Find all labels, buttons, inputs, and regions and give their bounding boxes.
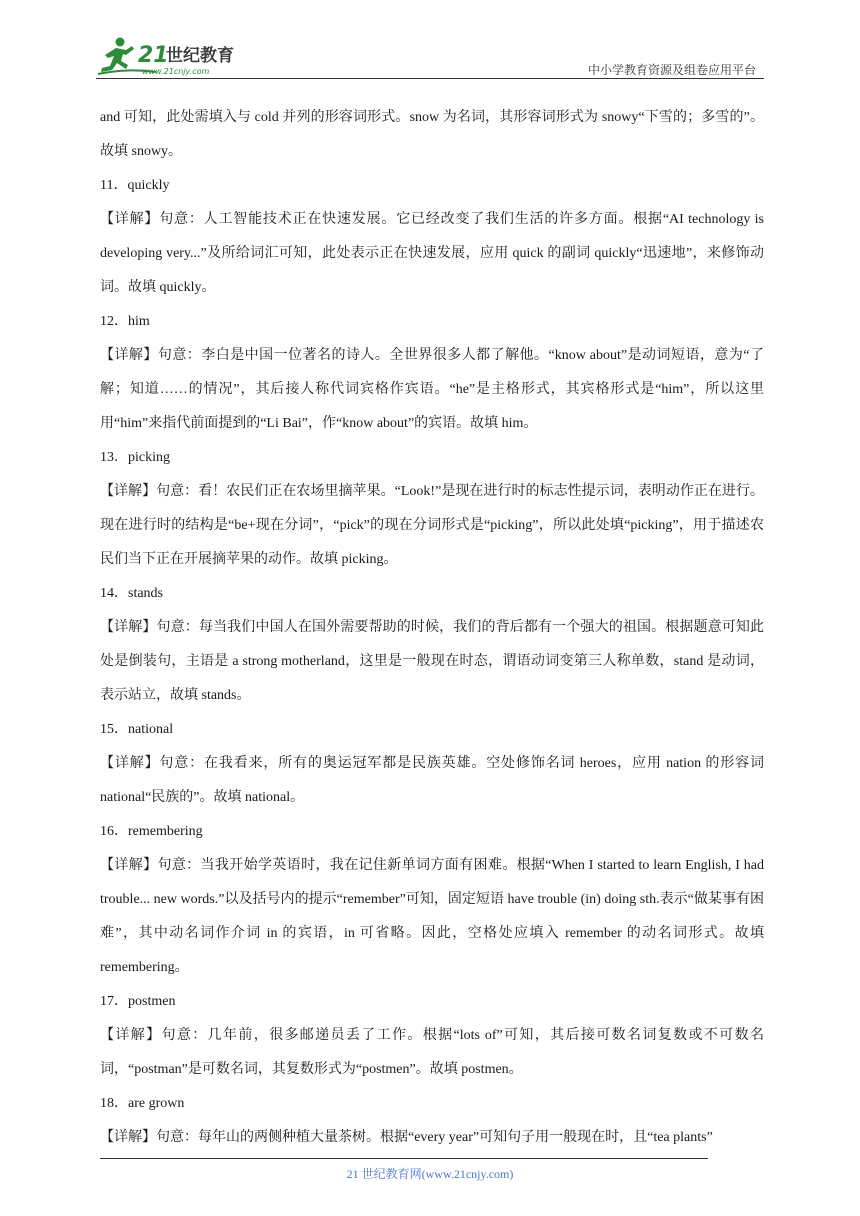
answer-content — [100, 101, 764, 1155]
explanation: 【详解】句意：几年前，很多邮递员丢了工作。根据“lots of”可知，其后接可数名词复数或不可数名词，“postman”是可数名词，其复数形式为“postmen”。故填 postmen。 — [100, 1028, 764, 1077]
explanation: 【详解】句意：人工智能技术正在快速发展。它已经改变了我们生活的许多方面。根据“AI technology is developing very...”及所给词汇可知，此处表示正在快速发展，应用 quick 的副词 quickly“迅速地”，来修饰动词。故填 quickly。 — [100, 212, 764, 295]
answer-number: 15．national — [100, 722, 174, 737]
svg-text:21: 21 — [138, 43, 169, 68]
footer-text: 21 世纪教育网(www.21cnjy.com) — [346, 1167, 514, 1181]
answer-number: 18．are grown — [100, 1096, 185, 1111]
logo-text: 世纪教育 — [166, 46, 234, 66]
footer-divider — [100, 1158, 708, 1159]
explanation: 【详解】句意：李白是中国一位著名的诗人。全世界很多人都了解他。“know about”是动词短语，意为“了解；知道……的情况”，其后接人称代词宾格作宾语。“he”是主格形式，其宾格形式是“him”，所以这里用“him”来指代前面提到的“Li Bai”，作“know about”的宾语。故填 him。 — [100, 348, 764, 431]
answer-number: 12．him — [100, 314, 150, 329]
answer-number: 17．postmen — [100, 994, 176, 1009]
answer-number: 14．stands — [100, 586, 163, 601]
21cnjy-logo — [96, 34, 266, 78]
platform-name: 中小学教育资源及组卷应用平台 — [587, 63, 756, 77]
explanation: 【详解】句意：每年山的两侧种植大量茶树。根据“every year”可知句子用一般现在时，且“tea plants” — [100, 1130, 713, 1145]
explanation: 【详解】句意：在我看来，所有的奥运冠军都是民族英雄。空处修饰名词 heroes，应用 nation 的形容词 national“民族的”。故填 national。 — [100, 756, 764, 805]
logo-url: www.21cnjy.com — [142, 67, 210, 76]
answer-number: 13．picking — [100, 450, 170, 465]
header-divider — [96, 78, 764, 79]
explanation: 【详解】句意：每当我们中国人在国外需要帮助的时候，我们的背后都有一个强大的祖国。根据题意可知此处是倒装句，主语是 a strong motherland，这里是一般现在时态，谓语动词变第三人称单数，stand 是动词，表示站立，故填 stands。 — [100, 620, 764, 703]
explanation: 【详解】句意：当我开始学英语时，我在记住新单词方面有困难。根据“When I started to learn English, I had trouble... new words.”以及括号内的提示“remember”可知，固定短语 have trouble (in) doing sth.表示“做某事有困难”，其中动名词作介词 in 的宾语，in 可省略。因此，空格处应填入 remember 的动名词形式。故填 remembering。 — [100, 858, 764, 975]
page-header — [96, 34, 764, 80]
explanation: 【详解】句意：看！农民们正在农场里摘苹果。“Look!”是现在进行时的标志性提示词，表明动作正在进行。现在进行时的结构是“be+现在分词”，“pick”的现在分词形式是“picking”，所以此处填“picking”，用于描述农民们当下正在开展摘苹果的动作。故填 picking。 — [100, 484, 764, 567]
paragraph: and 可知，此处需填入与 cold 并列的形容词形式。snow 为名词，其形容词形式为 snowy“下雪的；多雪的”。故填 snowy。 — [100, 110, 764, 159]
answer-number: 11．quickly — [100, 178, 170, 193]
answer-number: 16．remembering — [100, 824, 203, 839]
